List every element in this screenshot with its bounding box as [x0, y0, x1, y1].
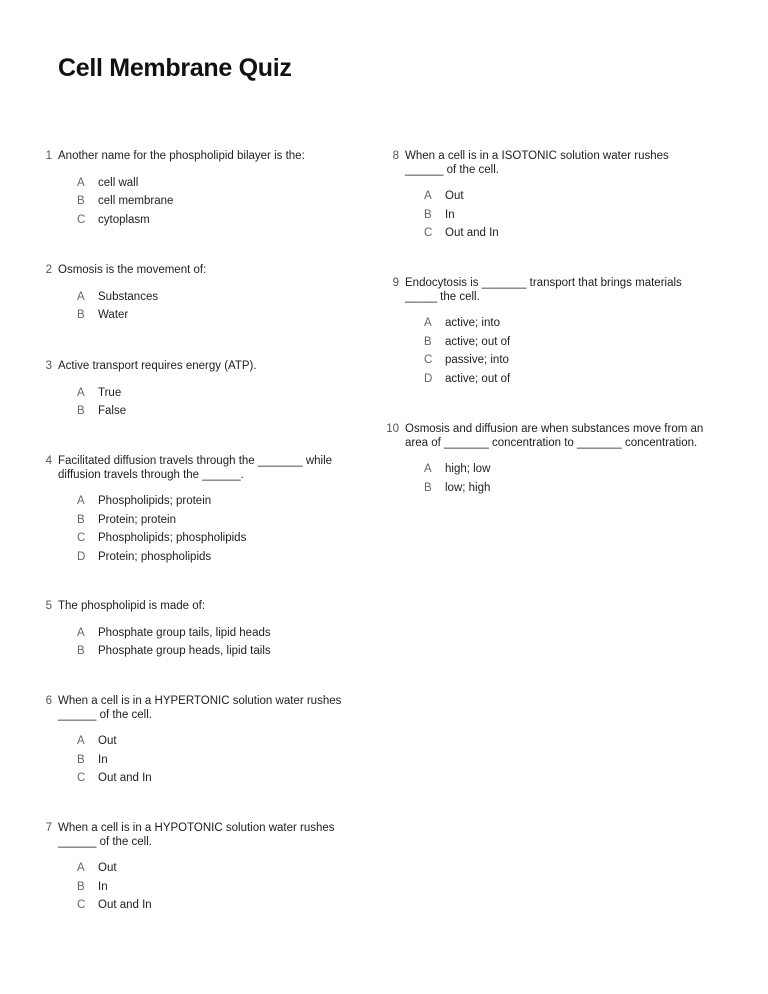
- question-number: 7: [45, 822, 52, 834]
- option-letter: B: [424, 208, 432, 221]
- question-text: Osmosis is the movement of:: [58, 264, 207, 276]
- option-letter: C: [424, 354, 433, 367]
- option-item[interactable]: [77, 548, 343, 567]
- option-text: active; out of: [445, 335, 511, 348]
- option-letter: B: [77, 880, 85, 893]
- option-text: Out and In: [98, 772, 152, 785]
- option-letter: D: [77, 551, 86, 564]
- question-text: Endocytosis is _______ transport that brings materials _____ the cell.: [405, 277, 682, 303]
- question-2: [45, 264, 348, 325]
- option-item[interactable]: [424, 333, 705, 352]
- option-item[interactable]: [77, 529, 343, 548]
- option-text: Water: [98, 309, 129, 322]
- option-list: [424, 460, 705, 497]
- question-1: [45, 150, 348, 229]
- option-item[interactable]: [77, 306, 348, 325]
- option-list: [424, 314, 705, 388]
- question-number: 1: [45, 150, 52, 162]
- option-item[interactable]: [77, 511, 343, 530]
- option-text: Out and In: [98, 899, 152, 912]
- question-number: 5: [45, 600, 52, 612]
- option-text: active; out of: [445, 373, 511, 386]
- question-9: [392, 277, 705, 388]
- question-text: Another name for the phospholipid bilayer is the:: [58, 150, 305, 162]
- option-letter: A: [77, 290, 85, 303]
- option-item[interactable]: [77, 769, 343, 788]
- question-number: 6: [45, 695, 52, 707]
- question-number: 4: [45, 455, 52, 467]
- question-text: Facilitated diffusion travels through the _______ while diffusion travels through the ______.: [58, 455, 333, 481]
- option-letter: B: [77, 513, 85, 526]
- option-letter: A: [77, 626, 85, 639]
- option-letter: B: [424, 481, 432, 494]
- option-text: Out: [445, 190, 464, 203]
- option-item[interactable]: [77, 174, 348, 193]
- question-5: [45, 600, 348, 661]
- option-letter: C: [77, 213, 86, 226]
- option-list: [77, 492, 343, 566]
- question-number: 9: [392, 277, 399, 289]
- option-text: Substances: [98, 290, 159, 303]
- question-number: 3: [45, 360, 52, 372]
- option-text: active; into: [445, 317, 500, 330]
- option-text: cell membrane: [98, 195, 174, 208]
- option-letter: A: [77, 495, 85, 508]
- option-letter: A: [424, 317, 432, 330]
- option-list: [77, 624, 348, 661]
- option-text: passive; into: [445, 354, 509, 367]
- question-7: [45, 822, 343, 915]
- question-8: [392, 150, 705, 243]
- question-text: When a cell is in a HYPOTONIC solution water rushes ______ of the cell.: [58, 822, 335, 848]
- option-item[interactable]: [77, 878, 343, 897]
- option-text: Protein; phospholipids: [98, 551, 212, 564]
- option-item[interactable]: [77, 859, 343, 878]
- option-list: [77, 732, 343, 788]
- option-text: Phospholipids; phospholipids: [98, 532, 247, 545]
- option-text: low; high: [445, 481, 491, 494]
- option-item[interactable]: [424, 224, 705, 243]
- option-item[interactable]: [424, 351, 705, 370]
- option-text: cytoplasm: [98, 213, 150, 226]
- option-item[interactable]: [424, 479, 705, 498]
- option-item[interactable]: [77, 402, 348, 421]
- option-text: Out: [98, 735, 117, 748]
- option-letter: A: [77, 176, 85, 189]
- option-item[interactable]: [77, 211, 348, 230]
- option-item[interactable]: [77, 288, 348, 307]
- option-text: Out: [98, 862, 117, 875]
- question-number: 8: [392, 150, 399, 162]
- option-list: [77, 859, 343, 915]
- option-letter: C: [77, 772, 86, 785]
- question-4: [45, 455, 343, 566]
- option-text: Phosphate group heads, lipid tails: [98, 645, 271, 658]
- option-letter: B: [77, 309, 85, 322]
- option-letter: C: [77, 532, 86, 545]
- option-letter: D: [424, 373, 433, 386]
- option-letter: A: [77, 386, 85, 399]
- option-letter: A: [424, 463, 432, 476]
- option-text: cell wall: [98, 176, 139, 189]
- option-letter: B: [77, 195, 85, 208]
- option-letter: B: [77, 753, 85, 766]
- option-item[interactable]: [424, 460, 705, 479]
- option-list: [77, 174, 348, 230]
- question-text: When a cell is in a ISOTONIC solution water rushes ______ of the cell.: [405, 150, 669, 176]
- option-item[interactable]: [77, 384, 348, 403]
- question-6: [45, 695, 343, 788]
- page-title: Cell Membrane Quiz: [58, 54, 292, 82]
- option-list: [424, 187, 705, 243]
- option-item[interactable]: [77, 732, 343, 751]
- option-letter: A: [424, 190, 432, 203]
- option-letter: B: [77, 645, 85, 658]
- option-text: Out and In: [445, 227, 499, 240]
- option-item[interactable]: [77, 642, 348, 661]
- option-letter: B: [424, 335, 432, 348]
- question-number: 10: [386, 423, 399, 435]
- question-text: When a cell is in a HYPERTONIC solution water rushes ______ of the cell.: [58, 695, 342, 721]
- question-text: Osmosis and diffusion are when substances move from an area of _______ concentration to _______ concentration.: [405, 423, 704, 449]
- option-letter: B: [77, 405, 85, 418]
- option-item[interactable]: [77, 751, 343, 770]
- option-item[interactable]: [424, 187, 705, 206]
- question-number: 2: [45, 264, 52, 276]
- option-item[interactable]: [424, 206, 705, 225]
- option-list: [77, 288, 348, 325]
- option-text: Phosphate group tails, lipid heads: [98, 626, 271, 639]
- option-item[interactable]: [77, 192, 348, 211]
- option-letter: C: [424, 227, 433, 240]
- question-text: Active transport requires energy (ATP).: [58, 360, 257, 372]
- option-item[interactable]: [424, 314, 705, 333]
- option-text: False: [98, 405, 127, 418]
- option-list: [77, 384, 348, 421]
- option-text: Phospholipids; protein: [98, 495, 212, 508]
- question-3: [45, 360, 348, 421]
- option-text: In: [445, 208, 455, 221]
- option-text: In: [98, 753, 108, 766]
- option-text: Protein; protein: [98, 513, 176, 526]
- option-text: True: [98, 386, 122, 399]
- option-item[interactable]: [424, 370, 705, 389]
- option-item[interactable]: [77, 492, 343, 511]
- option-letter: C: [77, 899, 86, 912]
- option-text: In: [98, 880, 108, 893]
- option-item[interactable]: [77, 896, 343, 915]
- option-letter: A: [77, 862, 85, 875]
- question-10: [386, 423, 705, 497]
- option-text: high; low: [445, 463, 491, 476]
- option-item[interactable]: [77, 624, 348, 643]
- option-letter: A: [77, 735, 85, 748]
- question-text: The phospholipid is made of:: [58, 600, 206, 612]
